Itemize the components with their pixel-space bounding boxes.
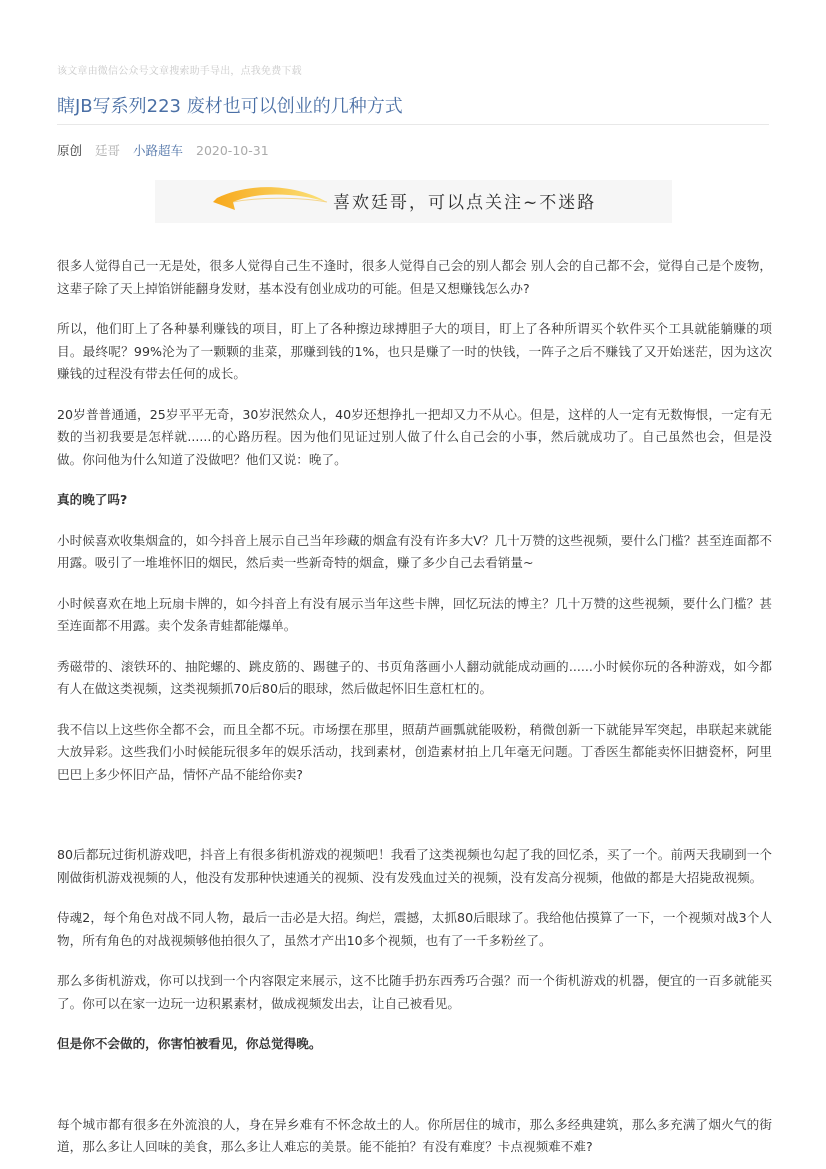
export-notice-link[interactable]: 该文章由微信公众号文章搜索助手导出，点我免费下载 — [57, 66, 302, 77]
paragraph: 真的晚了吗? — [57, 492, 128, 507]
paragraph: 那么多街机游戏，你可以找到一个内容限定来展示，这不比随手扔东西秀巧合强？而一个街机游戏的机器，便宜的一百多就能买了。你可以在家一边玩一边积累素材，做成视频发出去，让自己被看见。 — [57, 973, 772, 1011]
paragraph: 20岁普普通通，25岁平平无奇，30岁泯然众人，40岁还想挣扎一把却又力不从心。但是，这样的人一定有无数悔恨，一定有无数的当初我要是怎样就......的心路历程。因为他们见证过别人做了什么自己会的小事，然后就成功了。自己虽然也会，但是没做。你问他为什么知道了没做吧？他们又说：晚了。 — [57, 406, 772, 467]
paragraph: 很多人觉得自己一无是处，很多人觉得自己生不逢时，很多人觉得自己会的别人都会 别人会的自己都不会，觉得自己是个废物，这辈子除了天上掉馅饼能翻身发财，基本没有创业成功的可能。但是又想赚钱怎么办? — [57, 258, 772, 296]
paragraph — [57, 804, 772, 826]
paragraph — [57, 1074, 772, 1096]
paragraph: 侍魂2，每个角色对战不同人物，最后一击必是大招。绚烂，震撼，太抓80后眼球了。我给他估摸算了一下，一个视频对战3个人物，所有角色的对战视频够他拍很久了，虽然才产出10多个视频，也有了一千多粉丝了。 — [57, 910, 772, 948]
author-name: 廷哥 — [95, 143, 121, 158]
account-link[interactable]: 小路超车 — [133, 143, 184, 158]
banner-text: 喜欢廷哥，可以点关注~不迷路 — [333, 193, 597, 213]
follow-banner — [155, 180, 672, 223]
article-body — [57, 255, 772, 1159]
paragraph: 所以，他们盯上了各种暴利赚钱的项目，盯上了各种擦边球搏胆子大的项目，盯上了各种所谓买个软件买个工具就能躺赚的项目。最终呢？99%沦为了一颗颗的韭菜，那赚到钱的1%，也只是赚了一时的快钱，一阵子之后不赚钱了又开始迷茫，因为这次赚钱的过程没有带去任何的成长。 — [57, 321, 772, 381]
article-title: 瞎JB写系列223 废材也可以创业的几种方式 — [57, 96, 403, 117]
title-divider — [57, 124, 769, 125]
paragraph: 每个城市都有很多在外流浪的人，身在异乡难有不怀念故土的人。你所居住的城市，那么多经典建筑，那么多充满了烟火气的街道，那么多让人回味的美食，那么多让人难忘的美景。能不能拍？有没有难度？卡点视频难不难? — [57, 1116, 772, 1154]
article-meta — [57, 141, 278, 159]
paragraph: 小时候喜欢在地上玩扇卡牌的，如今抖音上有没有展示当年这些卡牌，回忆玩法的博主？几十万赞的这些视频，要什么门槛？甚至连面都不用露。卖个发条青蛙都能爆单。 — [57, 595, 772, 633]
paragraph: 80后都玩过街机游戏吧，抖音上有很多街机游戏的视频吧！我看了这类视频也勾起了我的回忆杀，买了一个。前两天我刷到一个刚做街机游戏视频的人，他没有发那种快速通关的视频、没有发残血过关的视频，没有发高分视频，他做的都是大招毙敌视频。 — [57, 847, 772, 885]
paragraph: 但是你不会做的，你害怕被看见，你总觉得晚。 — [57, 1036, 322, 1051]
paragraph: 小时候喜欢收集烟盒的，如今抖音上展示自己当年珍藏的烟盒有没有许多大V？几十万赞的这些视频，要什么门槛？甚至连面都不用露。吸引了一堆堆怀旧的烟民，然后卖一些新奇特的烟盒，赚了多少自己去看销量~ — [57, 532, 772, 570]
paragraph: 我不信以上这些你全都不会，而且全都不玩。市场摆在那里，照葫芦画瓢就能吸粉，稍微创新一下就能异军突起，串联起来就能大放异彩。这些我们小时候能玩很多年的娱乐活动，找到素材，创造素材拍上几年毫无问题。丁香医生都能卖怀旧搪瓷杯，阿里巴巴上多少怀旧产品，情怀产品不能给你卖? — [57, 721, 772, 782]
original-label: 原创 — [57, 143, 83, 158]
paragraph: 秀磁带的、滚铁环的、抽陀螺的、跳皮筋的、踢毽子的、书页角落画小人翻动就能成动画的......小时候你玩的各种游戏，如今都有人在做这类视频，这类视频抓70后80后的眼球，然后做起怀旧生意杠杠的。 — [57, 658, 772, 696]
publish-date: 2020-10-31 — [196, 143, 269, 158]
